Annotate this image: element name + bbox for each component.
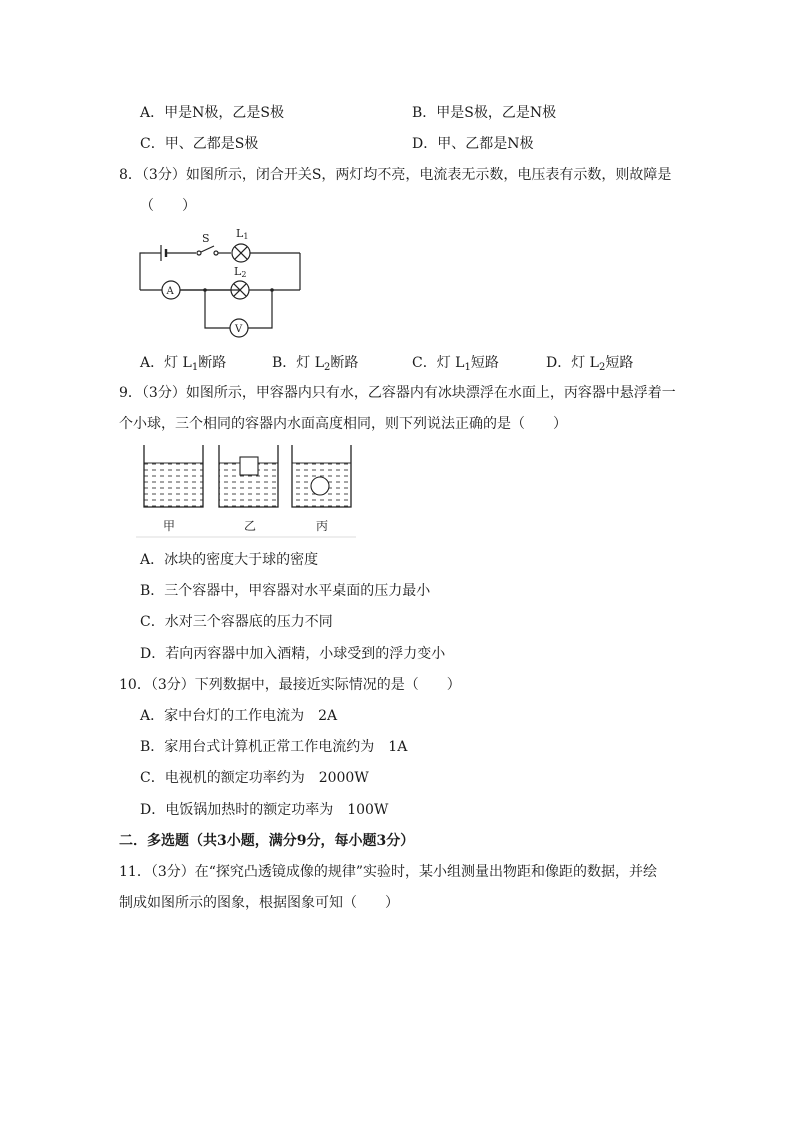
q9-stem-line2: 个小球，三个相同的容器内水面高度相同，则下列说法正确的是（ ） [119, 416, 567, 432]
q10-option-d: D．电饭锅加热时的额定功率为 100W [140, 802, 389, 818]
q10-option-b: B．家用台式计算机正常工作电流约为 1A [140, 739, 408, 755]
switch-label: S [202, 232, 210, 245]
q9-containers-diagram [136, 443, 356, 538]
q7-option-c: C．甲、乙都是S极 [140, 136, 259, 152]
q8-option-d: D．灯 $L_2$短路 [546, 355, 634, 373]
q10-option-c: C．电视机的额定功率约为 2000W [140, 770, 369, 786]
label-jia: 甲 [163, 519, 176, 533]
label-bing: 丙 [316, 519, 329, 533]
q8-stem-line1: 8．（3分）如图所示，闭合开关S，两灯均不亮，电流表无示数，电压表有示数，则故障是 [119, 167, 672, 183]
q8-option-c: C．灯 $L_1$短路 [412, 355, 499, 373]
section-title: 二．多选题（共3小题，满分9分，每小题3分） [119, 833, 415, 849]
q8-circuit-diagram [130, 222, 310, 337]
lamp1-label: L1 [236, 227, 249, 241]
q9-option-b: B．三个容器中，甲容器对水平桌面的压力最小 [140, 583, 431, 599]
q9-stem-line1: 9．（3分）如图所示，甲容器内只有水，乙容器内有冰块漂浮在水面上，丙容器中悬浮着一 [119, 385, 676, 401]
q10-option-a: A．家中台灯的工作电流为 2A [140, 708, 338, 724]
q10-stem: 10．（3分）下列数据中，最接近实际情况的是（ ） [119, 677, 461, 693]
q9-option-c: C．水对三个容器底的压力不同 [140, 614, 333, 630]
q7-option-a: A．甲是N极，乙是S极 [140, 105, 284, 121]
q11-stem-line2: 制成如图所示的图象，根据图象可知（ ） [119, 895, 399, 911]
voltmeter-label: V [235, 324, 243, 335]
q7-option-b: B．甲是S极，乙是N极 [412, 105, 557, 121]
lamp2-label: L2 [234, 265, 247, 279]
q8-option-b: B．灯 $L_2$断路 [272, 355, 359, 373]
q9-option-a: A．冰块的密度大于球的密度 [140, 552, 319, 568]
q9-option-d: D．若向丙容器中加入酒精，小球受到的浮力变小 [140, 646, 446, 662]
q8-stem-line2: （ ） [140, 198, 196, 214]
q7-option-d: D．甲、乙都是N极 [412, 136, 534, 152]
ammeter-label: A [166, 286, 174, 297]
q11-stem-line1: 11．（3分）在“探究凸透镜成像的规律”实验时，某小组测量出物距和像距的数据，并绘 [119, 864, 658, 880]
label-yi: 乙 [244, 519, 257, 533]
q8-option-a: A．灯 $L_1$断路 [140, 355, 227, 373]
